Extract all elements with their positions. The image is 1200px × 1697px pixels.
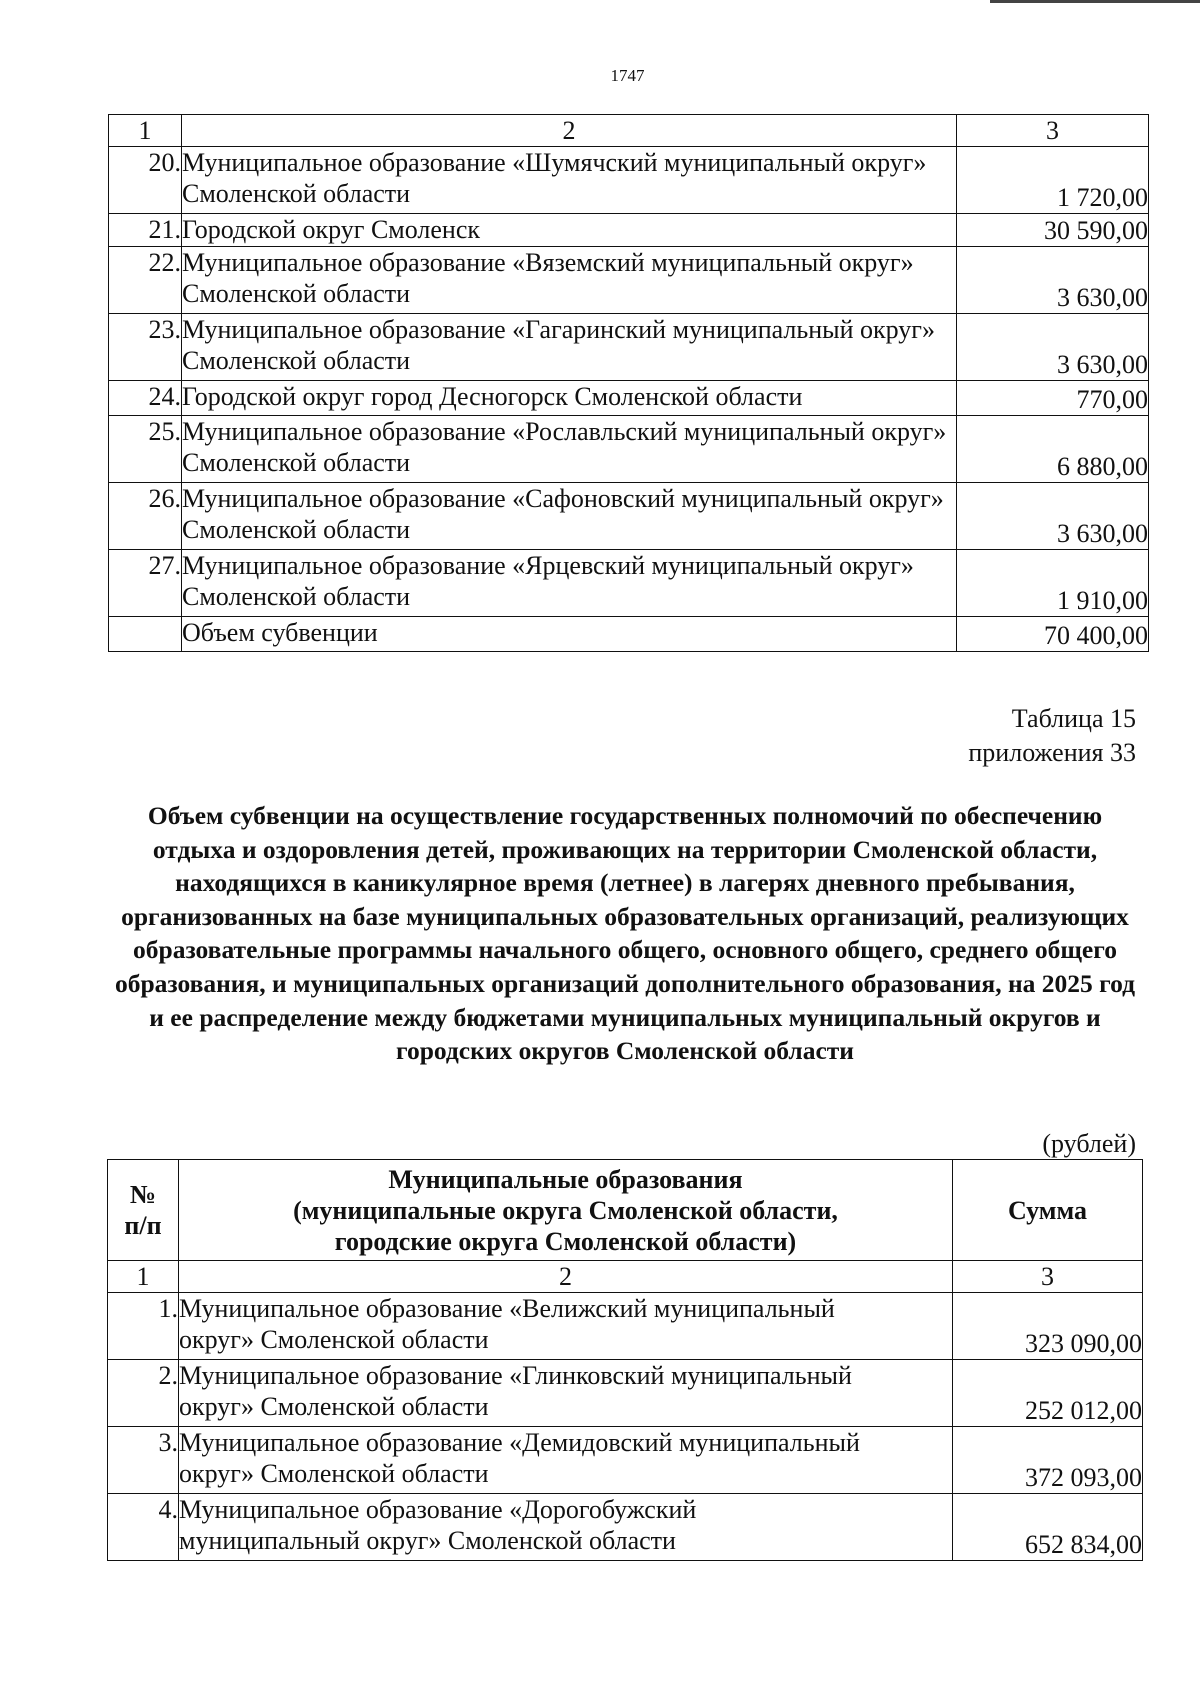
table-row	[109, 550, 1149, 617]
row-number: 1.	[108, 1293, 179, 1360]
unit-label: (рублей)	[1042, 1129, 1136, 1158]
column-index-2: 2	[182, 115, 957, 147]
column-index-1: 1	[109, 115, 182, 147]
municipality-name-line2: округ» Смоленской области	[179, 1325, 489, 1354]
header-number-line1: №	[129, 1180, 157, 1209]
header-municipality-line2: (муниципальные округа Смоленской области,	[293, 1195, 838, 1225]
row-number: 24.	[109, 381, 182, 416]
table-row	[109, 483, 1149, 550]
table-row	[108, 1427, 1143, 1494]
table-row	[108, 1360, 1143, 1427]
row-number: 25.	[109, 416, 182, 483]
row-number: 26.	[109, 483, 182, 550]
municipality-name-line2: округ» Смоленской области	[179, 1459, 489, 1488]
table-row	[109, 314, 1149, 381]
row-number: 2.	[108, 1360, 179, 1427]
row-number: 21.	[109, 214, 182, 247]
municipality-name-line1: Муниципальное образование «Дорогобужский	[179, 1495, 697, 1524]
row-number: 3.	[108, 1427, 179, 1494]
row-number: 23.	[109, 314, 182, 381]
table-row	[108, 1293, 1143, 1360]
municipality-name: Муниципальное образование «Сафоновский муниципальный округ» Смоленской области	[182, 483, 957, 550]
amount-cell: 323 090,00	[953, 1293, 1143, 1360]
municipality-name	[179, 1360, 953, 1427]
municipality-name: Муниципальное образование «Вяземский муниципальный округ» Смоленской области	[182, 247, 957, 314]
amount-cell: 1 910,00	[957, 550, 1149, 617]
municipality-name-line2: муниципальный округ» Смоленской области	[179, 1526, 676, 1555]
table-title: Объем субвенции на осуществление государственных полномочий по обеспечению отдыха и оздоровления детей, проживающих на территории Смоленской области, находящихся в каникулярное время (летнее) в лагерях дневного пребывания, организованных на базе муниципальных образовательных организаций, реализующих образовательные программы начального общего, основного общего, среднего общего образования, и муниципальных организаций дополнительного образования, на 2025 год и ее распределение между бюджетами муниципальных муниципальный округов и городских округов Смоленской области	[114, 801, 1136, 1066]
table-row	[109, 381, 1149, 416]
column-index-2: 2	[179, 1261, 953, 1293]
amount-cell: 6 880,00	[957, 416, 1149, 483]
column-index-row	[108, 1261, 1143, 1293]
header-municipality	[179, 1160, 953, 1261]
amount-cell: 1 720,00	[957, 147, 1149, 214]
column-index-row	[109, 115, 1149, 147]
amount-cell: 3 630,00	[957, 314, 1149, 381]
amount-cell: 372 093,00	[953, 1427, 1143, 1494]
municipality-name	[179, 1293, 953, 1360]
row-number: 20.	[109, 147, 182, 214]
amount-cell: 3 630,00	[957, 247, 1149, 314]
amount-cell: 652 834,00	[953, 1494, 1143, 1561]
municipality-name-line2: округ» Смоленской области	[179, 1392, 489, 1421]
total-label: Объем субвенции	[182, 617, 957, 652]
table-row	[108, 1494, 1143, 1561]
municipality-name: Муниципальное образование «Гагаринский муниципальный округ» Смоленской области	[182, 314, 957, 381]
column-index-1: 1	[108, 1261, 179, 1293]
header-municipality-line1: Муниципальные образования	[388, 1164, 743, 1194]
table-caption-appendix: приложения 33	[968, 738, 1136, 767]
amount-cell: 252 012,00	[953, 1360, 1143, 1427]
subvention-table-15	[107, 1159, 1143, 1561]
subvention-table-continued	[108, 114, 1149, 652]
table-row	[109, 247, 1149, 314]
municipality-name-line1: Муниципальное образование «Глинковский муниципальный	[179, 1361, 852, 1390]
municipality-name: Муниципальное образование «Ярцевский муниципальный округ» Смоленской области	[182, 550, 957, 617]
header-number	[108, 1160, 179, 1261]
header-sum: Сумма	[953, 1160, 1143, 1261]
municipality-name-line1: Муниципальное образование «Демидовский муниципальный	[179, 1428, 860, 1457]
row-number: 22.	[109, 247, 182, 314]
municipality-name-line1: Муниципальное образование «Велижский муниципальный	[179, 1294, 835, 1323]
municipality-name: Муниципальное образование «Шумячский муниципальный округ» Смоленской области	[182, 147, 957, 214]
amount-cell: 770,00	[957, 381, 1149, 416]
table-caption-number: Таблица 15	[1011, 704, 1136, 733]
row-number: 4.	[108, 1494, 179, 1561]
header-municipality-line3: городские округа Смоленской области)	[334, 1226, 797, 1256]
table-header-row	[108, 1160, 1143, 1261]
amount-cell: 3 630,00	[957, 483, 1149, 550]
column-index-3: 3	[957, 115, 1149, 147]
municipality-name: Муниципальное образование «Рославльский муниципальный округ» Смоленской области	[182, 416, 957, 483]
total-amount: 70 400,00	[957, 617, 1149, 652]
table-row	[109, 416, 1149, 483]
municipality-name: Городской округ город Десногорск Смоленской области	[182, 381, 957, 416]
municipality-name: Городской округ Смоленск	[182, 214, 957, 247]
table-row	[109, 214, 1149, 247]
total-row	[109, 617, 1149, 652]
table-row	[109, 147, 1149, 214]
amount-cell: 30 590,00	[957, 214, 1149, 247]
total-number-cell	[109, 617, 182, 652]
column-index-3: 3	[953, 1261, 1143, 1293]
header-number-line2: п/п	[124, 1211, 162, 1240]
page-number: 1747	[610, 66, 645, 85]
municipality-name	[179, 1494, 953, 1561]
row-number: 27.	[109, 550, 182, 617]
municipality-name	[179, 1427, 953, 1494]
scan-edge-line	[990, 0, 1200, 3]
